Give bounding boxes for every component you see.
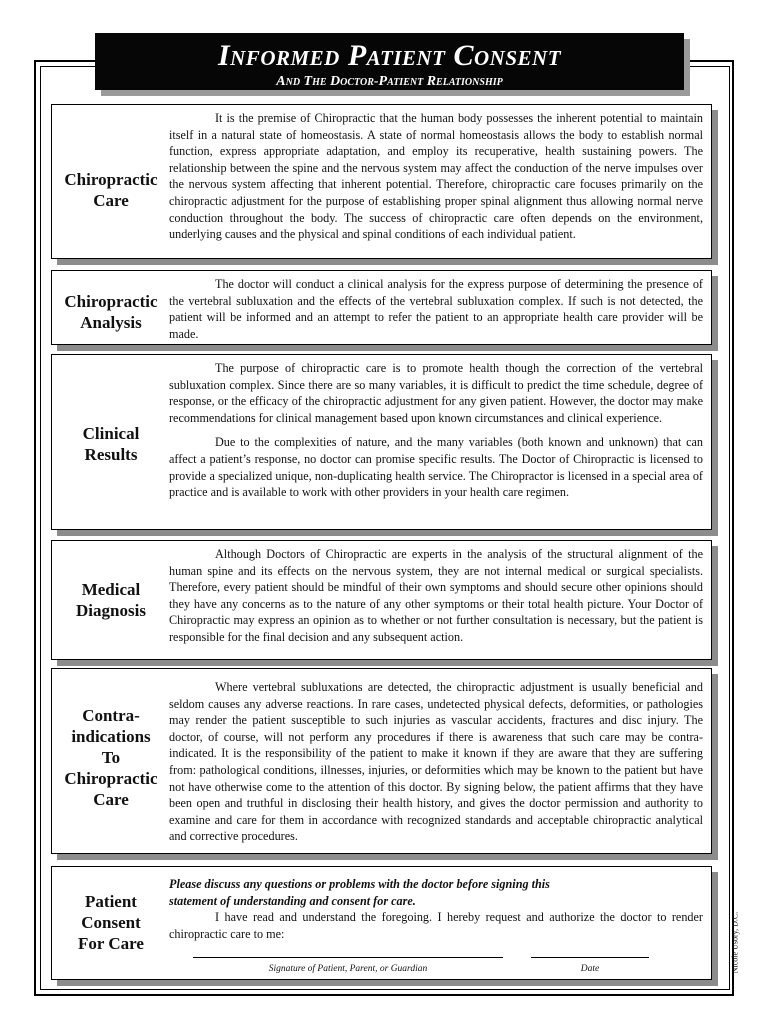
page-subtitle: And The Doctor-Patient Relationship — [276, 74, 503, 89]
section-patient-consent — [51, 866, 712, 980]
section-label — [52, 891, 170, 954]
label-line: Contra- — [82, 706, 140, 725]
paragraph: The doctor will conduct a clinical analysis for the express purpose of determining the presence of the vertebral subluxation and the effects of the vertebral subluxation complex. If such is not detected, the patient will be informed and an attempt to refer the patient to an appropriate health care provider will be made. — [169, 277, 703, 341]
paragraph: The purpose of chiropractic care is to promote health though the correction of the vertebral subluxation complex. Since there are so many variables, it is difficult to predict the time schedule, degree of response, or the efficacy of the chiropractic adjustment for any given patient. However, the doctor may make recommendations for clinical management based upon known circumstances and clinical experience. — [169, 361, 703, 425]
section-label — [52, 291, 170, 333]
label-line: Chiropractic — [64, 170, 158, 189]
section-body — [169, 360, 703, 501]
section-body — [169, 679, 703, 845]
section-label — [52, 169, 170, 211]
section-body — [169, 546, 703, 646]
label-line: Medical — [81, 580, 141, 599]
label-line: Care — [93, 191, 129, 210]
title-banner — [95, 33, 684, 90]
signature-line[interactable] — [193, 957, 503, 959]
section-label — [52, 579, 170, 621]
date-caption: Date — [580, 964, 600, 974]
section-body — [169, 876, 703, 942]
side-credit — [728, 900, 742, 990]
date-line[interactable] — [531, 957, 649, 959]
page-title: Informed Patient Consent — [217, 39, 562, 72]
label-line: Results — [84, 445, 138, 464]
paragraph: Due to the complexities of nature, and the many variables (both known and unknown) that can affect a patient’s response, no doctor can promise specific results. The Doctor of Chiropractic is licensed to provide a specialized unique, non-duplicating health service. The Chiropractor is licensed in a special area of practice and is available to work with other providers in your health care regimen. — [169, 435, 703, 500]
section-chiropractic-care — [51, 104, 712, 259]
consent-instruction: statement of understanding and consent for care. — [169, 893, 416, 908]
paragraph: Although Doctors of Chiropractic are experts in the analysis of the structural alignment of the human spine and its effects on the nervous system, they are not internal medical or surgical specialists. Therefore, every patient should be mindful of their own symptoms and should secure other opinions should they have any concerns as to the nature of any other symptoms or their total health picture. Your Doctor of Chiropractic may express an opinion as to whether or not further consultation is necessary, but the patient is responsible for the final decision and any subsequent action. — [169, 547, 703, 644]
paragraph: It is the premise of Chiropractic that the human body possesses the inherent potential to maintain itself in a natural state of homeostasis. A state of normal homeostasis allows the body to establish normal function, express appropriate adaptation, and employ its recuperative, health sustaining powers. The relationship between the spine and the nervous system may affect the conduction of the nerve impulses over the nervous system affecting that inherent potential. Therefore, chiropractic care focuses primarily on the chiropractic adjustment for the purpose of establishing proper spinal alignment thus allowing normal nerve conduction throughout the body. The success of chiropractic care often depends on the environment, underlying causes and the physical and spinal conditions of each individual patient. — [169, 111, 703, 242]
consent-statement: I have read and understand the foregoing. I hereby request and authorize the doctor to render chiropractic care to me: — [169, 910, 703, 941]
label-line: Patient — [85, 892, 137, 911]
consent-instruction: Please discuss any questions or problems with the doctor before signing this — [169, 877, 550, 891]
label-line: To — [101, 748, 121, 767]
credit-text: Nicole Usory, D.C. — [730, 911, 740, 974]
label-line: Analysis — [80, 313, 142, 332]
label-line: indications — [71, 727, 151, 746]
section-label — [52, 423, 170, 465]
section-contraindications — [51, 668, 712, 854]
signature-caption: Signature of Patient, Parent, or Guardian — [268, 964, 428, 974]
label-line: Care — [93, 790, 129, 809]
section-chiropractic-analysis — [51, 270, 712, 345]
section-body — [169, 110, 703, 243]
label-line: Consent — [81, 913, 141, 932]
label-line: Clinical — [82, 424, 140, 443]
section-medical-diagnosis — [51, 540, 712, 660]
paragraph: Where vertebral subluxations are detected, the chiropractic adjustment is usually beneficial and seldom causes any adverse reactions. In rare cases, undetected physical defects, deformities, or pathologies may render the patient susceptible to such injuries as vascular accidents, fractures and disc injury. The doctor, of course, will not perform any procedures if there is awareness that such care may be contra-indicated. It is the responsibility of the patient to make it known if they are aware that they are suffering from: pathological conditions, illnesses, injuries, or deformities which may be known to the patient but have not have otherwise come to the attention of this doctor. By signing below, the patient affirms that they have been open and truthful in disclosing their health history, and gives the doctor permission and authority to examine and care for them in accordance with recognized standards and acceptable chiropractic analytical and corrective procedures. — [169, 680, 703, 844]
label-line: Chiropractic — [64, 292, 158, 311]
section-label — [52, 705, 170, 810]
label-line: For Care — [78, 934, 144, 953]
section-clinical-results — [51, 354, 712, 530]
label-line: Chiropractic — [64, 769, 158, 788]
section-body — [169, 276, 703, 342]
label-line: Diagnosis — [76, 601, 146, 620]
